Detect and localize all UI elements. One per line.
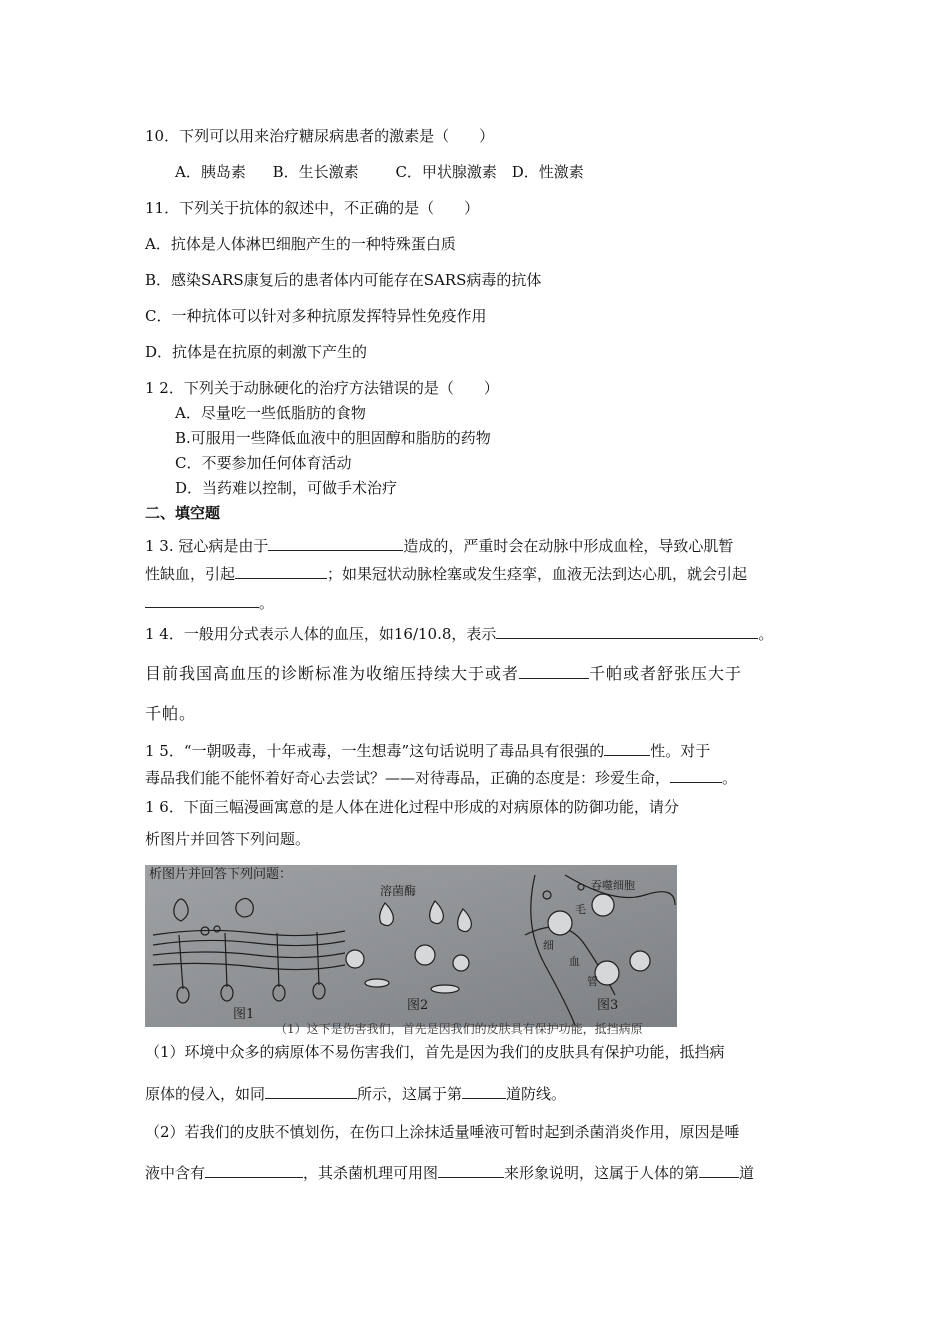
q16-sub2-text-3: ，其杀菌机理可用图 [303, 1164, 439, 1182]
figure-caption-3: 图3 [597, 998, 619, 1013]
q16-sub1-line1: （1）环境中众多的病原体不易伤害我们，首先是因为我们的皮肤具有保护功能，抵挡病 [145, 1043, 725, 1061]
q16-line1: 1 6．下面三幅漫画寓意的是人体在进化过程中形成的对病原体的防御功能，请分 [145, 798, 679, 816]
q13-text-1: 1 3. 冠心病是由于 [145, 537, 269, 555]
q14-line2 [145, 663, 742, 684]
q10-option-d: D．性激素 [511, 163, 584, 181]
capillary-char-4: 管 [587, 975, 598, 988]
q12-option-b: B.可服用一些降低血液中的胆固醇和脂肪的药物 [175, 429, 491, 447]
q12-stem: 1 2．下列关于动脉硬化的治疗方法错误的是（ ） [145, 379, 499, 397]
q13-text-3: 性缺血，引起 [145, 565, 236, 583]
q16-sub2-line1: （2）若我们的皮肤不慎划伤，在伤口上涂抹适量唾液可暂时起到杀菌消炎作用，原因是唾 [145, 1123, 740, 1141]
defense-cartoon-figure [145, 865, 677, 1036]
q13-line3 [145, 592, 274, 613]
q15-text-2: 性。对于 [650, 742, 711, 760]
q11-option-d: D．抗体是在抗原的刺激下产生的 [145, 343, 368, 361]
q14-line3 [145, 704, 196, 724]
q13-blank-2[interactable] [235, 563, 327, 579]
q16-sub1-blank-2[interactable] [462, 1083, 506, 1099]
q15-text-1: 1 5．“一朝吸毒，十年戒毒，一生想毒”这句话说明了毒品具有很强的 [145, 742, 605, 760]
capillary-char-2: 细 [543, 939, 554, 952]
q14-blank-2[interactable] [519, 663, 589, 679]
q11-option-b: B．感染SARS康复后的患者体内可能存在SARS病毒的抗体 [145, 271, 542, 289]
q10-stem: 10．下列可以用来治疗糖尿病患者的激素是（ ） [145, 127, 495, 145]
figure-cut-text: （1）这下是伤害我们，首先是因我们的皮肤具有保护功能，抵挡病原 [275, 1022, 643, 1036]
figure-caption-1: 图1 [233, 1007, 255, 1022]
q13-blank-3[interactable] [145, 592, 259, 608]
q10-option-b: B．生长激素 [272, 163, 359, 181]
q15-line1 [145, 740, 710, 761]
figure-caption-2: 图2 [407, 998, 429, 1013]
figure-header: 析图片并回答下列问题： [149, 867, 293, 882]
q16-sub2-text-5: 道 [739, 1164, 755, 1182]
q14-text-5: 千帕。 [145, 704, 197, 723]
q14-blank-1[interactable] [496, 623, 758, 639]
q15-text-3: 毒品我们能不能怀着好奇心去尝试？——对待毒品，正确的态度是：珍爱生命， [145, 769, 671, 787]
section-title: 二、填空题 [145, 504, 221, 522]
q15-blank-1[interactable] [604, 740, 650, 756]
q14-text-1: 1 4．一般用分式表示人体的血压，如16/10.8，表示 [145, 625, 497, 643]
q10-option-c: C．甲状腺激素 [395, 163, 497, 181]
q16-sub1-text-4: 道防线。 [506, 1085, 567, 1103]
q16-sub1-text-2: 原体的侵入，如同 [145, 1085, 266, 1103]
q13-text-5: 。 [259, 594, 275, 612]
q11-option-a: A．抗体是人体淋巴细胞产生的一种特殊蛋白质 [145, 235, 456, 253]
q10-options [175, 162, 584, 182]
q16-sub1-blank-1[interactable] [265, 1083, 357, 1099]
q12-option-d: D．当药难以控制，可做手术治疗 [175, 479, 398, 497]
q13-text-4: ；如果冠状动脉栓塞或发生痉挛，血液无法到达心肌，就会引起 [327, 565, 748, 583]
q12-option-a: A．尽量吃一些低脂肪的食物 [175, 404, 366, 422]
q16-sub2-blank-2[interactable] [438, 1162, 504, 1178]
q16-sub1-text-3: 所示，这属于第 [357, 1085, 463, 1103]
q16-sub2-text-2: 液中含有 [145, 1164, 206, 1182]
q13-blank-1[interactable] [268, 535, 403, 551]
q13-line1 [145, 535, 733, 556]
q11-option-c: C．一种抗体可以针对多种抗原发挥特异性免疫作用 [145, 307, 487, 325]
q14-text-2: 。 [758, 625, 774, 643]
q16-sub2-text-4: 来形象说明，这属于人体的第 [504, 1164, 700, 1182]
capillary-char-3: 血 [569, 955, 580, 968]
enzyme-label: 溶菌酶 [380, 884, 417, 898]
q14-text-4: 千帕或者舒张压大于 [589, 664, 743, 683]
q11-stem: 11．下列关于抗体的叙述中，不正确的是（ ） [145, 199, 480, 217]
q14-text-3: 目前我国高血压的诊断标准为收缩压持续大于或者 [145, 664, 520, 683]
phagocyte-label: 吞噬细胞 [591, 879, 635, 892]
q16-sub1-line2 [145, 1083, 566, 1104]
q16-sub2-blank-1[interactable] [205, 1162, 303, 1178]
q16-sub2-line2 [145, 1162, 754, 1183]
q16-line2: 析图片并回答下列问题。 [145, 830, 311, 848]
q13-text-2: 造成的，严重时会在动脉中形成血栓，导致心肌暂 [403, 537, 734, 555]
q10-option-a: A．胰岛素 [175, 163, 246, 181]
q16-sub2-blank-3[interactable] [699, 1162, 739, 1178]
q12-option-c: C．不要参加任何体育活动 [175, 454, 352, 472]
figure-drawing [145, 865, 677, 1036]
q15-text-4: 。 [722, 769, 738, 787]
capillary-char-1: 毛 [575, 903, 586, 916]
q15-blank-2[interactable] [670, 767, 722, 783]
q13-line2 [145, 563, 747, 584]
q14-line1 [145, 623, 773, 644]
q15-line2 [145, 767, 737, 788]
